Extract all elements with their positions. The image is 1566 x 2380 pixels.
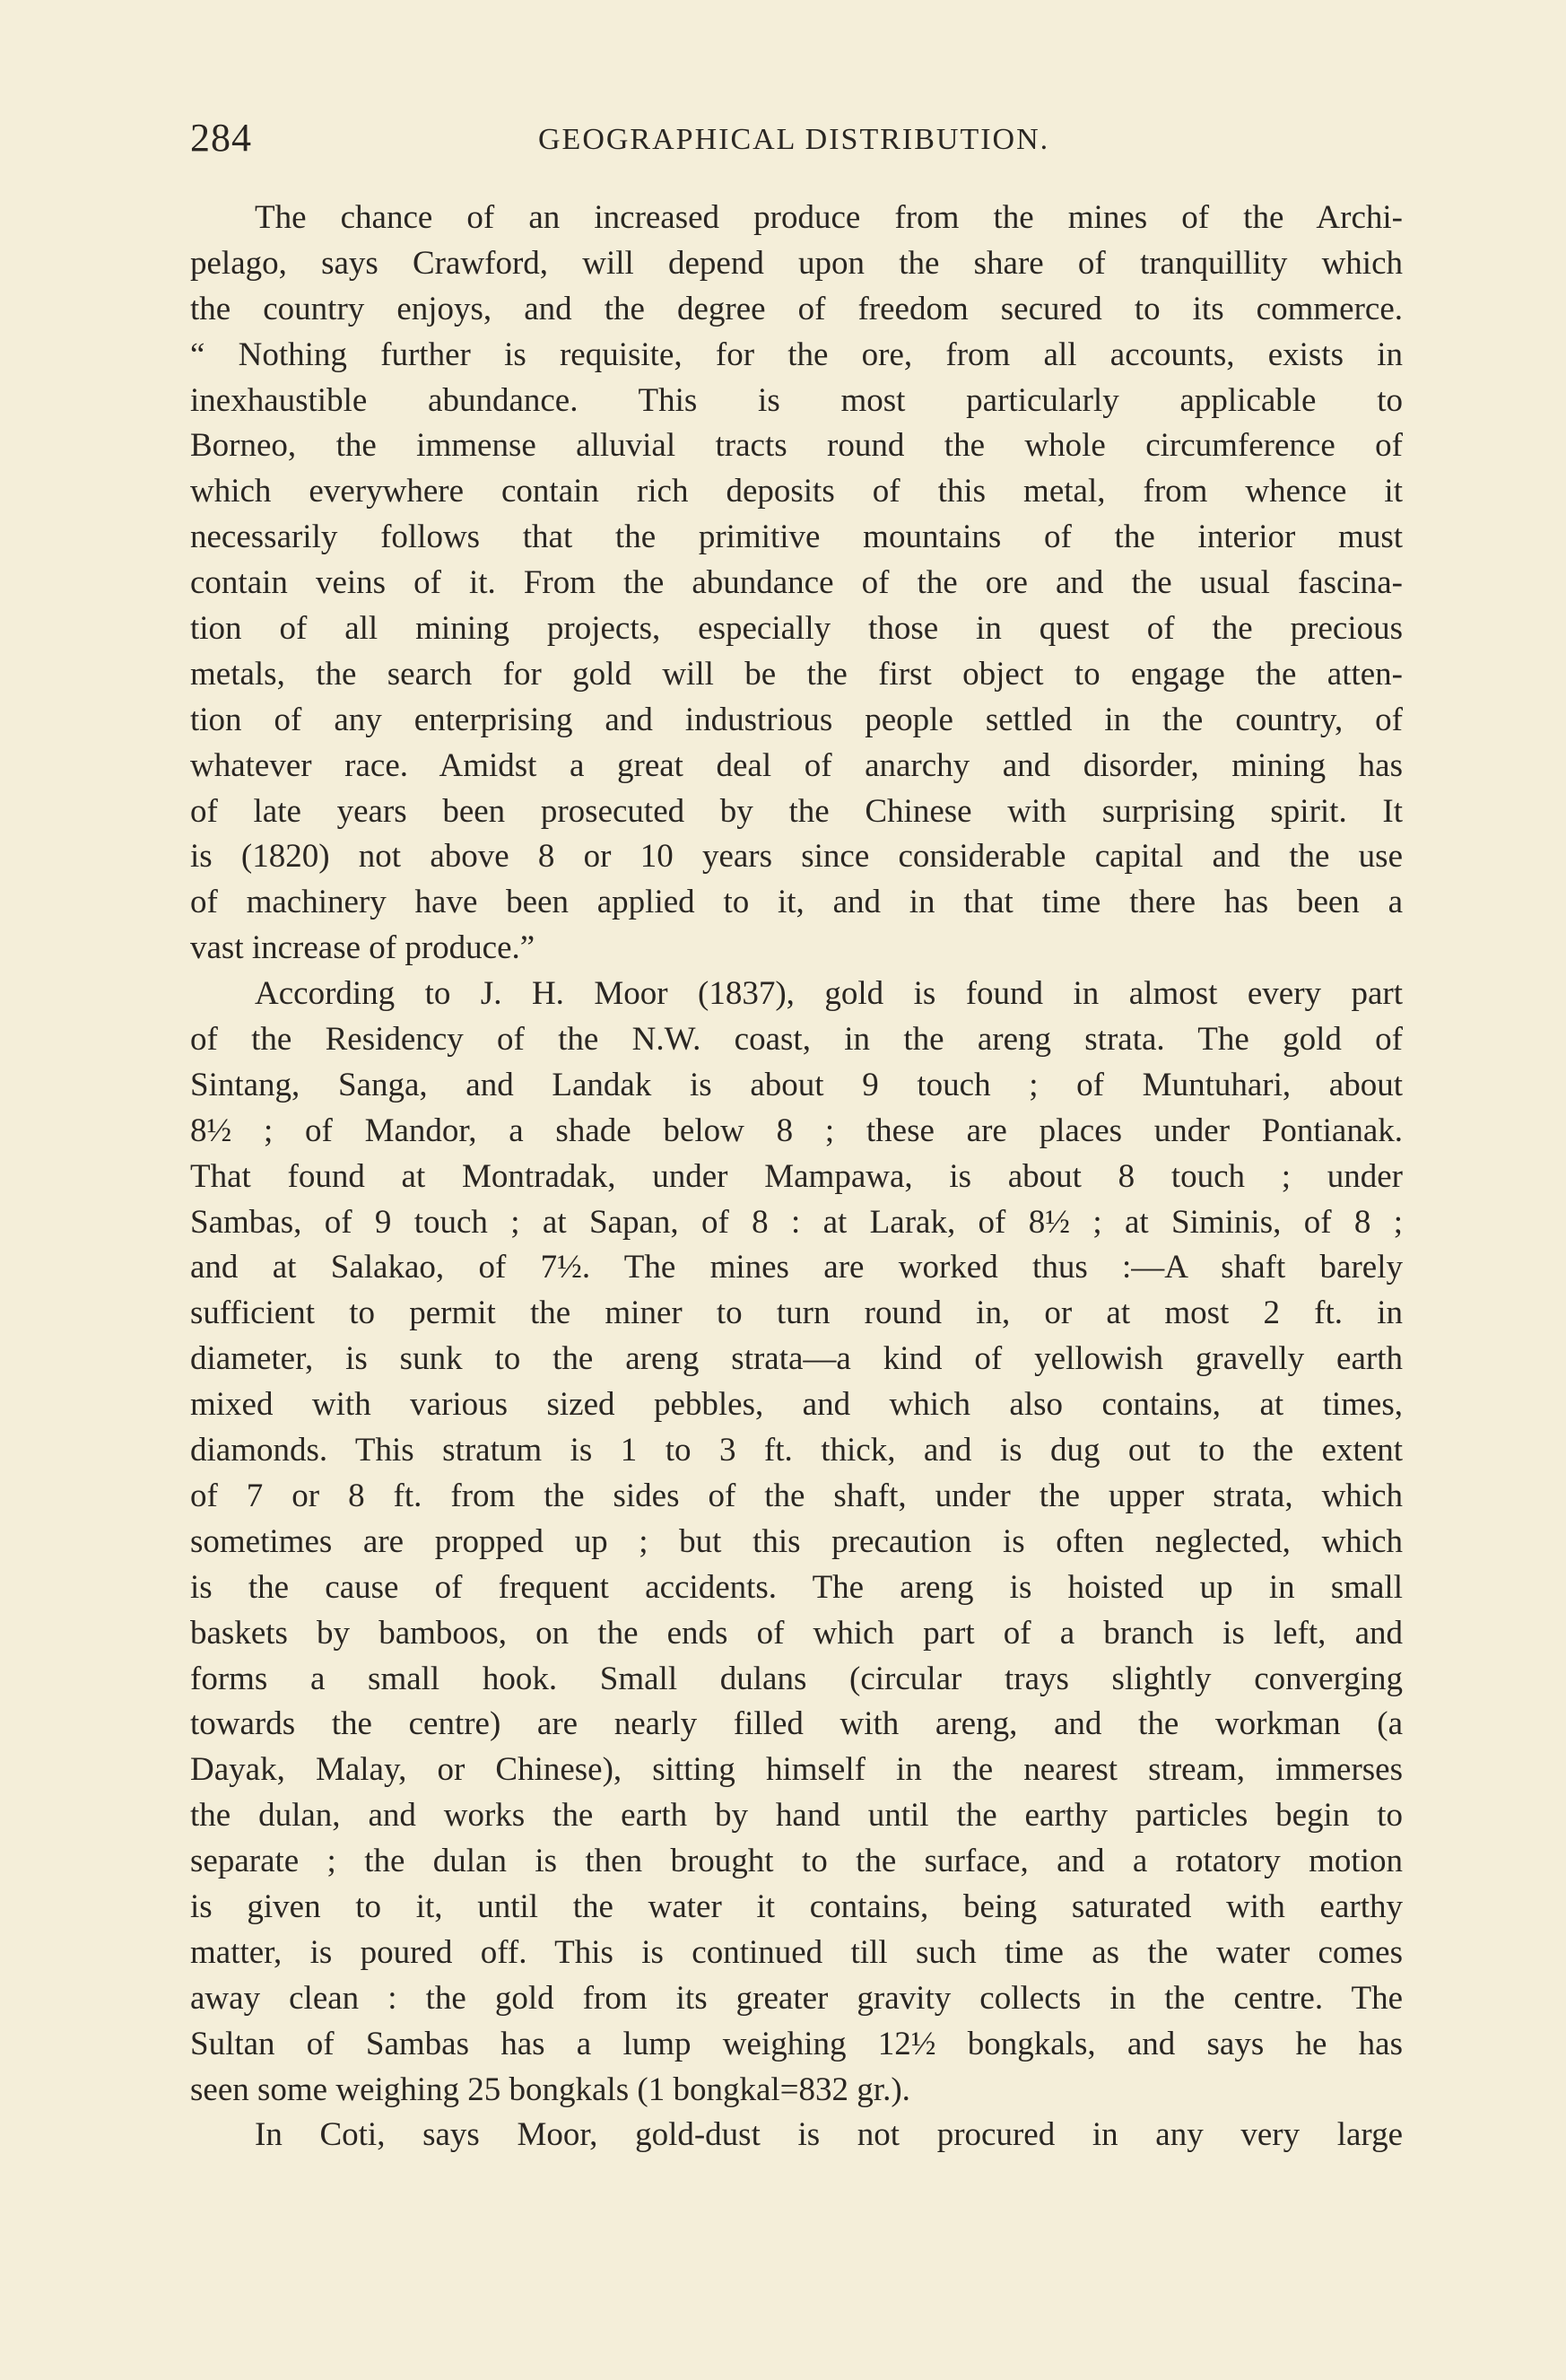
text-line: contain veins of it. From the abundance of the ore and the usual fascina-	[190, 564, 1403, 602]
paragraph	[190, 196, 1403, 972]
text-line: pelago, says Crawford, will depend upon the share of tranquillity which	[190, 244, 1403, 282]
text-line: Sintang, Sanga, and Landak is about 9 touch ; of Muntuhari, about	[190, 1066, 1403, 1103]
text-line: diameter, is sunk to the areng strata—a kind of yellowish gravelly earth	[190, 1340, 1403, 1378]
text-line: metals, the search for gold will be the first object to engage the atten-	[190, 655, 1403, 693]
text-line: Sambas, of 9 touch ; at Sapan, of 8 : at Larak, of 8½ ; at Siminis, of 8 ;	[190, 1203, 1403, 1241]
text-line: “ Nothing further is requisite, for the ore, from all accounts, exists in	[190, 336, 1403, 373]
text-line: of 7 or 8 ft. from the sides of the shaft, under the upper strata, which	[190, 1477, 1403, 1514]
text-line: tion of any enterprising and industrious people settled in the country, of	[190, 701, 1403, 738]
text-line: is the cause of frequent accidents. The areng is hoisted up in small	[190, 1568, 1403, 1606]
text-line: of the Residency of the N.W. coast, in the areng strata. The gold of	[190, 1021, 1403, 1059]
paragraph	[190, 2113, 1403, 2158]
text-line: vast increase of produce.”	[190, 929, 535, 967]
page-number: 284	[190, 116, 252, 160]
text-line: of machinery have been applied to it, and in that time there has been a	[190, 884, 1403, 921]
body-text	[190, 196, 1403, 2158]
text-line: is (1820) not above 8 or 10 years since considerable capital and the use	[190, 838, 1403, 876]
text-line: 8½ ; of Mandor, a shade below 8 ; these are places under Pontianak.	[190, 1112, 1403, 1149]
text-line: Sultan of Sambas has a lump weighing 12½ bongkals, and says he has	[190, 2025, 1403, 2062]
text-line: Borneo, the immense alluvial tracts round the whole circumference of	[190, 427, 1403, 465]
text-line: is given to it, until the water it contains, being saturated with earthy	[190, 1887, 1403, 1925]
text-line: mixed with various sized pebbles, and which also contains, at times,	[190, 1386, 1403, 1424]
text-line: towards the centre) are nearly filled with areng, and the workman (a	[190, 1705, 1403, 1743]
text-line: matter, is poured off. This is continued till such time as the water comes	[190, 1933, 1403, 1971]
text-line: separate ; the dulan is then brought to the surface, and a rotatory motion	[190, 1843, 1403, 1880]
page-header	[190, 115, 1401, 169]
paragraph	[190, 972, 1403, 2113]
text-line: the country enjoys, and the degree of freedom secured to its commerce.	[190, 290, 1403, 327]
text-line: necessarily follows that the primitive mountains of the interior must	[190, 519, 1403, 556]
text-line: In Coti, says Moor, gold-dust is not procured in any very large	[255, 2116, 1403, 2154]
text-line: whatever race. Amidst a great deal of anarchy and disorder, mining has	[190, 746, 1403, 784]
text-line: baskets by bamboos, on the ends of which part of a branch is left, and	[190, 1614, 1403, 1652]
text-line: of late years been prosecuted by the Chinese with surprising spirit. It	[190, 792, 1403, 830]
text-line: sometimes are propped up ; but this precaution is often neglected, which	[190, 1522, 1403, 1560]
text-line: That found at Montradak, under Mampawa, is about 8 touch ; under	[190, 1157, 1403, 1195]
running-head: GEOGRAPHICAL DISTRIBUTION.	[538, 123, 1050, 156]
text-line: The chance of an increased produce from the mines of the Archi-	[255, 199, 1403, 236]
text-line: forms a small hook. Small dulans (circular trays slightly converging	[190, 1660, 1403, 1697]
text-line: and at Salakao, of 7½. The mines are worked thus :—A shaft barely	[190, 1249, 1403, 1286]
text-line: which everywhere contain rich deposits of this metal, from whence it	[190, 473, 1403, 510]
text-line: According to J. H. Moor (1837), gold is found in almost every part	[255, 975, 1403, 1013]
text-line: seen some weighing 25 bongkals (1 bongkal=832 gr.).	[190, 2071, 910, 2108]
text-line: inexhaustible abundance. This is most particularly applicable to	[190, 381, 1403, 419]
text-line: sufficient to permit the miner to turn round in, or at most 2 ft. in	[190, 1295, 1403, 1332]
text-line: Dayak, Malay, or Chinese), sitting himself in the nearest stream, immerses	[190, 1751, 1403, 1789]
text-line: away clean : the gold from its greater gravity collects in the centre. The	[190, 1979, 1403, 2017]
text-line: the dulan, and works the earth by hand until the earthy particles begin to	[190, 1797, 1403, 1835]
text-line: diamonds. This stratum is 1 to 3 ft. thick, and is dug out to the extent	[190, 1432, 1403, 1469]
text-line: tion of all mining projects, especially those in quest of the precious	[190, 610, 1403, 648]
